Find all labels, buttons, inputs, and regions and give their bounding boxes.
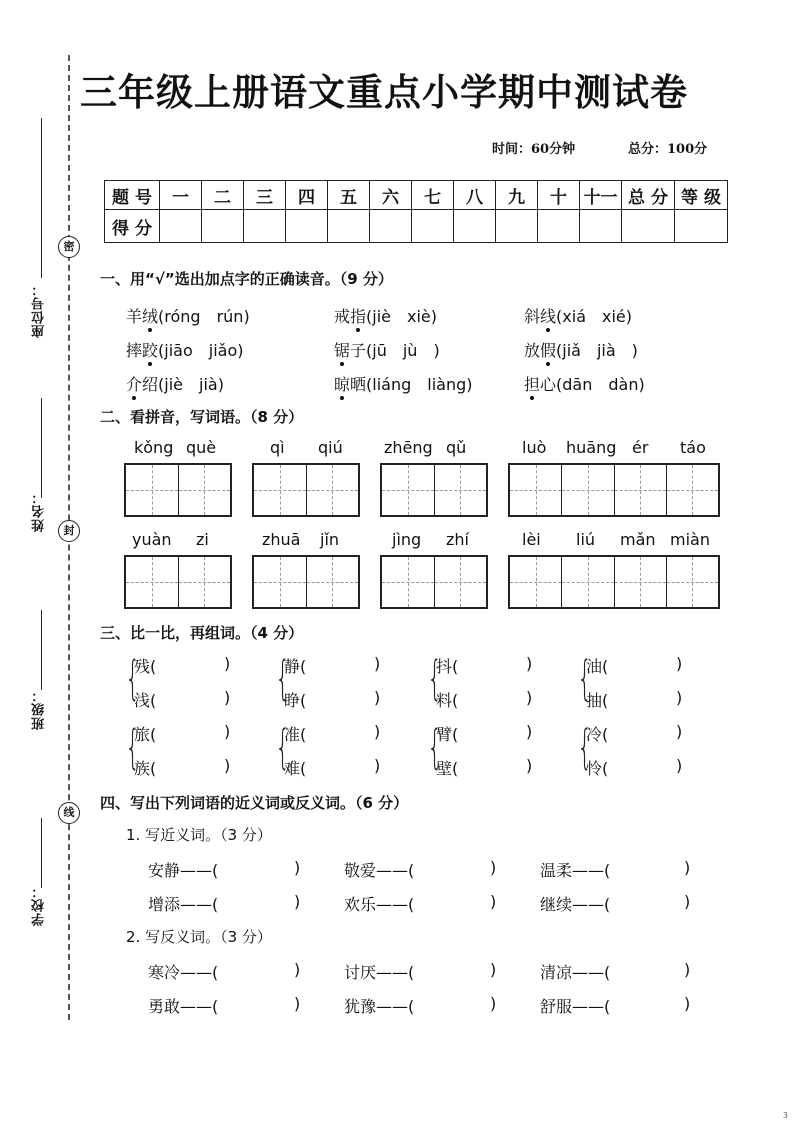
antonym-item[interactable]: 犹豫——( — [344, 997, 415, 1016]
compare-char[interactable]: 残( — [134, 657, 157, 676]
compare-char[interactable]: 准( — [284, 725, 307, 744]
school-label: 学校： — [32, 884, 47, 926]
brace-icon: { — [427, 651, 442, 705]
seal-mi: 密 — [58, 236, 80, 258]
header-cell: 等 级 — [675, 181, 728, 210]
paren-close: ) — [684, 892, 691, 911]
reading-item[interactable]: 羊绒(róng rún) — [126, 307, 250, 326]
brace-icon: { — [577, 651, 592, 705]
paren-close: ) — [374, 756, 381, 775]
pinyin: luò — [522, 438, 547, 457]
header-cell: 三 — [244, 181, 286, 210]
pinyin: zi — [196, 530, 209, 549]
pinyin: zhēng — [384, 438, 433, 457]
compare-char[interactable]: 抽( — [586, 691, 609, 710]
writing-grid[interactable] — [252, 555, 360, 609]
paren-close: ) — [684, 994, 691, 1013]
antonym-item[interactable]: 寒冷——( — [148, 963, 219, 982]
paren-close: ) — [224, 722, 231, 741]
paren-close: ) — [526, 654, 533, 673]
compare-char[interactable]: 浅( — [134, 691, 157, 710]
writing-grid[interactable] — [380, 555, 488, 609]
compare-char[interactable]: 料( — [436, 691, 459, 710]
compare-char[interactable]: 怜( — [586, 759, 609, 778]
paren-close: ) — [374, 722, 381, 741]
header-cell: 一 — [160, 181, 202, 210]
header-cell: 九 — [496, 181, 538, 210]
paren-close: ) — [294, 960, 301, 979]
score-cell[interactable] — [286, 210, 328, 243]
score-input-row — [105, 210, 728, 243]
score-cell[interactable] — [538, 210, 580, 243]
school-line — [41, 818, 42, 888]
paren-close: ) — [676, 654, 683, 673]
class-label: 班级： — [32, 688, 47, 730]
score-cell[interactable] — [675, 210, 728, 243]
header-cell: 总 分 — [622, 181, 675, 210]
synonym-item[interactable]: 温柔——( — [540, 861, 611, 880]
compare-char[interactable]: 旅( — [134, 725, 157, 744]
page-title: 三年级上册语文重点小学期中测试卷 — [80, 71, 688, 114]
writing-grid[interactable] — [380, 463, 488, 517]
compare-char[interactable]: 臂( — [436, 725, 459, 744]
synonym-item[interactable]: 继续——( — [540, 895, 611, 914]
synonym-item[interactable]: 欢乐——( — [344, 895, 415, 914]
reading-item[interactable]: 介绍(jiè jià) — [126, 375, 224, 394]
seal-xian: 线 — [58, 802, 80, 824]
paren-close: ) — [676, 688, 683, 707]
paren-close: ) — [676, 756, 683, 775]
section-2-title: 二、看拼音，写词语。（8 分） — [100, 408, 304, 426]
pinyin: ér — [632, 438, 649, 457]
pinyin: liú — [576, 530, 596, 549]
paren-close: ) — [294, 994, 301, 1013]
pinyin: yuàn — [132, 530, 172, 549]
writing-grid[interactable] — [252, 463, 360, 517]
score-cell[interactable] — [328, 210, 370, 243]
score-table — [104, 180, 728, 243]
pinyin: qiú — [318, 438, 343, 457]
header-cell: 十 — [538, 181, 580, 210]
compare-char[interactable]: 难( — [284, 759, 307, 778]
seat-number-label: 座位号： — [32, 282, 47, 338]
paren-close: ) — [676, 722, 683, 741]
score-cell[interactable] — [160, 210, 202, 243]
page-mark: 3 — [782, 1111, 788, 1120]
seat-line — [41, 118, 42, 278]
header-cell: 六 — [370, 181, 412, 210]
pinyin: miàn — [670, 530, 710, 549]
synonym-item[interactable]: 增添——( — [148, 895, 219, 914]
total-score: 总分：100分 — [628, 142, 708, 157]
paren-close: ) — [224, 756, 231, 775]
brace-icon: { — [125, 720, 140, 774]
class-line — [41, 610, 42, 690]
paren-close: ) — [224, 688, 231, 707]
section-3-title: 三、比一比，再组词。（4 分） — [100, 624, 304, 642]
antonym-item[interactable]: 清凉——( — [540, 963, 611, 982]
header-cell: 二 — [202, 181, 244, 210]
pinyin: què — [186, 438, 217, 457]
brace-icon: { — [577, 720, 592, 774]
reading-item[interactable]: 晾晒(liáng liàng) — [334, 375, 473, 394]
header-cell: 十一 — [580, 181, 622, 210]
reading-item[interactable]: 担心(dān dàn) — [524, 375, 645, 394]
antonym-item[interactable]: 勇敢——( — [148, 997, 219, 1016]
synonym-item[interactable]: 敬爱——( — [344, 861, 415, 880]
pinyin: kǒng — [134, 438, 174, 457]
paren-close: ) — [490, 892, 497, 911]
pinyin: huāng — [566, 438, 617, 457]
pinyin: jǐn — [320, 530, 340, 549]
header-cell: 八 — [454, 181, 496, 210]
brace-icon: { — [275, 651, 290, 705]
paren-close: ) — [684, 960, 691, 979]
header-cell: 四 — [286, 181, 328, 210]
writing-grid[interactable] — [124, 463, 232, 517]
antonym-item[interactable]: 舒服——( — [540, 997, 611, 1016]
paren-close: ) — [294, 858, 301, 877]
writing-grid[interactable] — [508, 463, 720, 517]
compare-char[interactable]: 族( — [134, 759, 157, 778]
reading-item[interactable]: 戒指(jiè xiè) — [334, 307, 438, 326]
writing-grid[interactable] — [124, 555, 232, 609]
compare-char[interactable]: 睁( — [284, 691, 307, 710]
compare-char[interactable]: 静( — [284, 657, 307, 676]
row-label: 得 分 — [105, 210, 160, 243]
writing-grid[interactable] — [508, 555, 720, 609]
section-4-title: 四、写出下列词语的近义词或反义词。（6 分） — [100, 794, 409, 812]
pinyin: qǔ — [446, 438, 467, 457]
paren-close: ) — [490, 960, 497, 979]
score-cell[interactable] — [412, 210, 454, 243]
brace-icon: { — [275, 720, 290, 774]
reading-item[interactable]: 锯子(jū jù ) — [334, 341, 440, 360]
pinyin: jìng — [392, 530, 422, 549]
header-cell: 题 号 — [105, 181, 160, 210]
paren-close: ) — [490, 858, 497, 877]
brace-icon: { — [125, 651, 140, 705]
pinyin: táo — [680, 438, 706, 457]
seal-feng: 封 — [58, 520, 80, 542]
paren-close: ) — [684, 858, 691, 877]
score-cell[interactable] — [580, 210, 622, 243]
compare-char[interactable]: 冷( — [586, 725, 609, 744]
pinyin: mǎn — [620, 530, 656, 549]
brace-icon: { — [427, 720, 442, 774]
compare-char[interactable]: 壁( — [436, 759, 459, 778]
name-label: 姓名： — [32, 490, 47, 532]
score-header-row — [105, 181, 728, 210]
pinyin: zhí — [446, 530, 469, 549]
paren-close: ) — [294, 892, 301, 911]
section-1-title: 一、用“√”选出加点字的正确读音。（9 分） — [100, 270, 393, 288]
pinyin: qì — [270, 438, 285, 457]
score-cell[interactable] — [454, 210, 496, 243]
score-cell[interactable] — [202, 210, 244, 243]
score-cell[interactable] — [496, 210, 538, 243]
header-cell: 七 — [412, 181, 454, 210]
name-line — [41, 398, 42, 498]
reading-item[interactable]: 放假(jiǎ jià ) — [524, 341, 638, 360]
compare-char[interactable]: 油( — [586, 657, 609, 676]
antonym-subtitle: 2. 写反义词。（3 分） — [126, 928, 272, 946]
reading-item[interactable]: 斜线(xiá xié) — [524, 307, 632, 326]
synonym-item[interactable]: 安静——( — [148, 861, 219, 880]
paren-close: ) — [526, 756, 533, 775]
paren-close: ) — [224, 654, 231, 673]
header-cell: 五 — [328, 181, 370, 210]
pinyin: zhuā — [262, 530, 301, 549]
paren-close: ) — [374, 688, 381, 707]
pinyin: lèi — [522, 530, 541, 549]
score-cell[interactable] — [622, 210, 675, 243]
compare-char[interactable]: 抖( — [436, 657, 459, 676]
paren-close: ) — [490, 994, 497, 1013]
synonym-subtitle: 1. 写近义词。（3 分） — [126, 826, 272, 844]
paren-close: ) — [526, 688, 533, 707]
paren-close: ) — [526, 722, 533, 741]
reading-item[interactable]: 摔跤(jiāo jiǎo) — [126, 341, 244, 360]
time-limit: 时间：60分钟 — [492, 142, 576, 157]
score-cell[interactable] — [244, 210, 286, 243]
score-cell[interactable] — [370, 210, 412, 243]
antonym-item[interactable]: 讨厌——( — [344, 963, 415, 982]
paren-close: ) — [374, 654, 381, 673]
